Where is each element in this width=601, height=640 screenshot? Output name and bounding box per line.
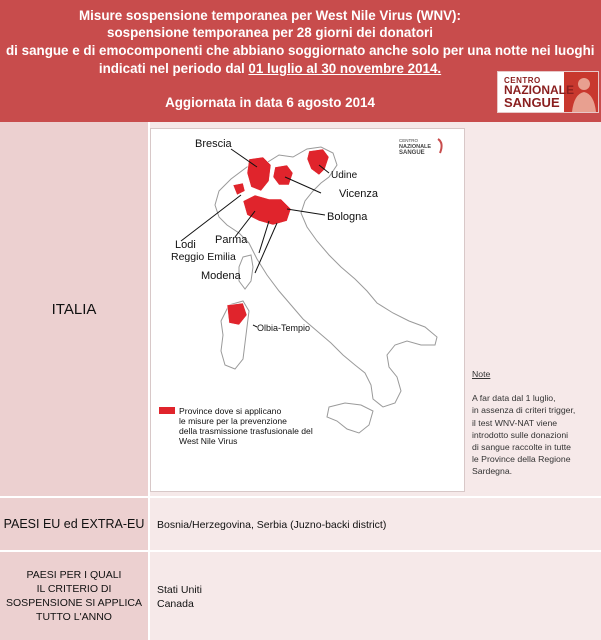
map-logo (389, 135, 447, 159)
label-olbia-tempio: Olbia-Tempio (257, 323, 311, 333)
note-line-3: il test WNV-NAT viene (472, 417, 558, 428)
note-line-6: le Province della Regione (472, 454, 571, 465)
label-brescia: Brescia (195, 138, 232, 150)
legend-line-4: West Nile Virus (179, 436, 238, 446)
note-line-1: A far data dal 1 luglio, (472, 393, 556, 404)
row-paesi-eu (0, 498, 601, 550)
logo-text-bottom: SANGUE (504, 95, 560, 110)
map-logo-top: CENTRO (399, 138, 418, 143)
row-italia (0, 122, 601, 496)
header-period: 01 luglio al 30 novembre 2014. (248, 61, 442, 76)
note-title: Note (472, 369, 491, 379)
centro-nazionale-sangue-logo (497, 71, 599, 113)
legend-swatch (159, 407, 175, 414)
label-modena: Modena (201, 270, 241, 282)
label-lodi: Lodi (175, 239, 196, 251)
note-line-4: introdotto sulle donazioni (472, 429, 569, 440)
row-tutto-anno (0, 552, 601, 640)
row-italia-label-cell (0, 122, 148, 496)
logo-text-mid: NAZIONALE (504, 83, 574, 97)
notes-box (472, 368, 600, 478)
legend-line-2: le misure per la prevenzione (179, 416, 287, 426)
row-tutto-anno-content-cell (150, 552, 601, 640)
map-legend (159, 406, 313, 446)
tutto-anno-label-line-3: SOSPENSIONE SI APPLICA (6, 597, 142, 609)
header-updated: Aggiornata in data 6 agosto 2014 (165, 95, 375, 110)
header-period-prefix: indicati nel periodo dal (98, 61, 249, 76)
map-logo-bottom: SANGUE (399, 150, 425, 156)
row-paesi-content-cell (150, 498, 601, 550)
map-logo-mid: NAZIONALE (399, 144, 432, 150)
row-paesi-label-cell (0, 498, 148, 550)
label-bologna: Bologna (327, 211, 368, 223)
header-line-1: Misure sospensione temporanea per West Nile Virus (WNV): (79, 8, 461, 23)
sicily (327, 403, 373, 433)
row-italia-content-cell (150, 122, 601, 496)
row-tutto-anno-label-cell (0, 552, 148, 640)
label-vicenza: Vicenza (339, 188, 378, 200)
country-stati-uniti: Stati Uniti (157, 584, 202, 596)
header-line-4 (0, 61, 540, 77)
row-tutto-anno-label (6, 568, 142, 624)
row-paesi-label: PAESI EU ed EXTRA-EU (3, 517, 145, 531)
label-udine: Udine (331, 170, 358, 181)
country-canada: Canada (157, 598, 194, 610)
row-paesi-value: Bosnia/Herzegovina, Serbia (Juzno-backi district) (157, 519, 387, 531)
row-italia-label: ITALIA (51, 300, 97, 318)
italy-map (151, 129, 464, 491)
corsica (239, 255, 253, 289)
note-line-5: di sangue raccolte in tutte (472, 442, 572, 453)
header-line-3: di sangue e di emocomponenti che abbiano soggiornato anche solo per una notte nei luoghi (6, 43, 595, 58)
logo-text-top: CENTRO (504, 76, 541, 85)
tutto-anno-label-line-2: IL CRITERIO DI (36, 583, 112, 595)
legend-line-1: Province dove si applicano (179, 406, 282, 416)
tutto-anno-label-line-1: PAESI PER I QUALI (26, 569, 122, 581)
legend-line-3: della trasmissione trasfusionale del (179, 426, 313, 436)
label-parma: Parma (215, 234, 248, 246)
header-banner (0, 0, 601, 122)
note-line-7: Sardegna. (472, 466, 513, 477)
label-reggio-emilia: Reggio Emilia (171, 251, 236, 263)
tutto-anno-label-line-4: TUTTO L'ANNO (36, 611, 112, 623)
italy-map-panel (150, 128, 465, 492)
note-line-2: in assenza di criteri trigger, (472, 405, 576, 416)
header-line-2: sospensione temporanea per 28 giorni dei donatori (107, 25, 433, 40)
